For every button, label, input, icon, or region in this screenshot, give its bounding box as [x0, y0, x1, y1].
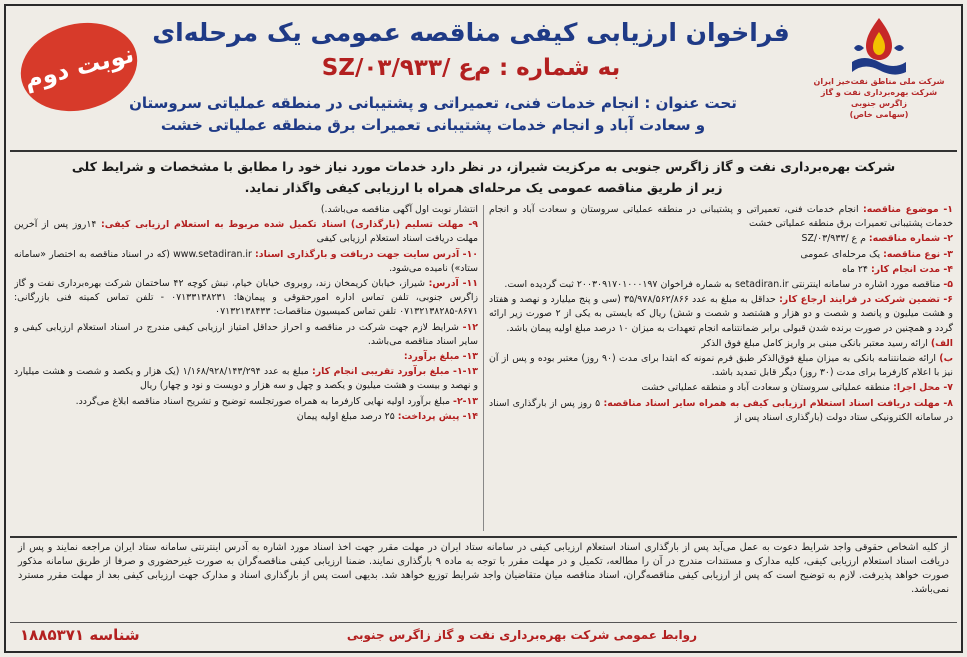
- term-registration: ۵- مناقصه مورد اشاره در سامانه اینترنتی setadiran.ir به شماره فراخوان ۲۰۰۳۰۹۱۷۰۱۰۰۰۱۹۷ ثبت گردیده است.: [504, 279, 953, 291]
- logo-org-line-3: (سهامی خاص): [849, 110, 909, 119]
- term-estimate-heading: ۱۳- مبلغ برآورد:: [403, 351, 478, 363]
- term-subject: ۱- موضوع مناقصه: انجام خدمات فنی، تعمیراتی و پشتیبانی در منطقه عملیاتی سروستان و سعادت آباد و انجام خدمات پشتیبانی تعمیرات برق منطقه عملیاتی خشت: [489, 204, 953, 230]
- tender-number: به شماره : م‌ع /۰۳/۹۳۳/SZ: [321, 55, 621, 81]
- term-prepayment: ۱۴- پیش پرداخت: ۲۵ درصد مبلغ اولیه پیمان: [296, 410, 478, 422]
- term-estimate-amount: ۱-۱۳- مبلغ برآورد تقریبی انجام کار: مبلغ به عدد ۱/۱۶۸/۹۲۸/۱۴۳/۲۹۴ (یک هزار و یکصد و شصت و هشت میلیارد و نهصد و بیست و هشت میلیون و یکصد و چهل و سه هزار و دویست و نود و چهار) ریال: [14, 366, 478, 392]
- terms-left-column: [14, 203, 478, 535]
- intro-line-2: زیر از طریق مناقصه عمومی یک مرحله‌ای همراه با ارزیابی کیفی واگذار نماید.: [244, 180, 723, 195]
- intro-line-1: شرکت بهره‌برداری نفت و گاز زاگرس جنوبی به مرکزیت شیراز، در نظر دارد خدمات مورد نیاز خود را مطابق با مشخصات و شرایط کلی: [71, 159, 896, 174]
- company-logo: [809, 14, 949, 126]
- term-guarantee-a: الف) ارائه رسید معتبر بانکی مبنی بر واریز کامل مبلغ فوق الذکر: [701, 337, 953, 349]
- title-block: [141, 16, 801, 84]
- intro-paragraph: [10, 150, 957, 200]
- terms-columns: [10, 203, 957, 535]
- term-guarantee: ۶- تضمین شرکت در فرایند ارجاع کار: حداقل به مبلغ به عدد ۳۵/۹۷۸/۵۶۲/۸۶۶ (سی و پنج میلیارد و نهصد و هفتاد و هشت میلیون و پانصد و شصت و دو هزار و هشتصد و شصت و شش) ریال که بایستی به یکی از ۲ صورت زیر ارائه گردد و همچنین در صورت برنده شدن قبولی برابر ضمانتنامه انجام تعهدات به میزان ۱۰ درصد مبلغ اولیه پیمان باشد.: [489, 294, 953, 334]
- term-number: ۲- شماره مناقصه: م ع /۰۳/۹۳۳/SZ: [801, 233, 953, 245]
- page-title: فراخوان ارزیابی کیفی مناقصه عمومی یک مرحله‌ای: [152, 18, 790, 47]
- footer-signature: [10, 622, 957, 650]
- public-relations-label: روابط عمومی شرکت بهره‌برداری نفت و گاز زاگرس جنوبی: [346, 628, 697, 642]
- header: [6, 6, 961, 148]
- term-submission-deadline: ۹- مهلت تسلیم (بارگذاری) اسناد تکمیل شده مربوط به استعلام ارزیابی کیفی: ۱۴روز پس از آخرین مهلت دریافت اسناد استعلام ارزیابی کیفی: [14, 219, 478, 245]
- term-doc-deadline: ۸- مهلت دریافت اسناد استعلام ارزیابی کیفی به همراه سایر اسناد مناقصه: ۵ روز پس از بارگذاری اسناد در سامانه الکترونیکی ستاد دولت (بارگذاری اسناد پس از: [489, 397, 953, 423]
- term-guarantee-b: ب) ارائه ضمانتنامه بانکی به میزان مبلغ فوق‌الذکر طبق فرم نمونه که ابتدا برای مدت (۹۰ روز) معتبر بوده و پس از آن نیز با اعلام کارفرما برای مدت (۳۰ روز) دیگر قابل تمدید باشد.: [489, 353, 953, 379]
- term-conditions: ۱۲- شرایط لازم جهت شرکت در مناقصه و احراز حداقل امتیاز ارزیابی کیفی مندرج در اسناد استعلام ارزیابی کیفی و سایر اسناد مناقصه می‌باشد.: [14, 321, 478, 347]
- logo-org-line-1: شرکت ملی مناطق نفت‌خیز ایران: [813, 77, 945, 86]
- tender-subject: [73, 92, 793, 136]
- footer-notice-text: از کلیه اشخاص حقوقی واجد شرایط دعوت به عمل می‌آید پس از بارگذاری اسناد استعلام ارزیابی کیفی در سامانه ستاد ایران در مهلت مقرر جهت اخذ اسناد مورد اشاره به آدرس اینترنتی سامانه ستاد ایران مراجعه نمایند و پس از دریافت اسناد استعلام ارزیابی کیفی، کلیه مدارک و مستندات مندرج در آن را مطالعه، تکمیل و در مهلت مقرر با توجه به ماده ۹ بارگذاری نمایند. ضمنا ارزیابی کیفی مناقصه‌گران به صورت غیرحضوری و صرفا از طریق سامانه مذکور صورت خواهد پذیرفت. لازم به توضیح است که پس از ارزیابی کیفی مناقصه‌گران، اسناد مناقصه میان متقاضیان واجد شرایط توزیع خواهد شد. بدیهی است پس از بارگذاری اسناد و مدارک جهت ارزیابی کیفی بعد از مهلت مقرر مسترد نمی‌باشد.: [18, 542, 949, 595]
- term-type: ۳- نوع مناقصه: یک مرحله‌ای عمومی: [800, 248, 953, 260]
- column-divider: [483, 205, 484, 531]
- logo-org-line-2: شرکت بهره‌برداری نفت و گاز زاگرس جنوبی: [820, 88, 938, 108]
- term-estimate-final: ۲-۱۳- مبلغ برآورد اولیه نهایی کارفرما به همراه صورتجلسه توضیح و تشریح اسناد مناقصه ابلاغ می‌گردد.: [75, 395, 478, 407]
- ad-id: شناسه ۱۸۸۵۳۷۱: [20, 626, 140, 644]
- term-continuation: انتشار نوبت اول آگهی مناقصه می‌باشد.): [320, 204, 478, 215]
- terms-right-column: [489, 203, 953, 535]
- footer-notice: [10, 536, 957, 620]
- term-location: ۷- محل اجرا: منطقه عملیاتی سروستان و سعادت آباد و منطقه عملیاتی خشت: [641, 382, 953, 394]
- subject-line-2: و سعادت آباد و انجام خدمات پشتیبانی تعمیرات برق منطقه عملیاتی خشت: [160, 116, 706, 134]
- subject-line-1: تحت عنوان : انجام خدمات فنی، تعمیراتی و پشتیبانی در منطقه عملیاتی سروستان: [129, 94, 737, 112]
- second-round-badge: نوبت دوم: [11, 11, 146, 123]
- term-duration: ۴- مدت انجام کار: ۲۴ ماه: [842, 263, 953, 275]
- term-website: ۱۰- آدرس سایت جهت دریافت و بارگذاری اسناد: www.setadiran.ir (که در اسناد مناقصه به اختصار «سامانه ستاد») نامیده می‌شود.: [14, 248, 478, 274]
- nioc-logo-icon: [844, 14, 914, 76]
- term-address: ۱۱- آدرس: شیراز، خیابان کریمخان زند، روبروی خیابان خیام، نبش کوچه ۴۲ ساختمان شرکت بهره‌برداری نفت و گاز زاگرس جنوبی، تلفن تماس اداره امورحقوقی و پیمان‌ها: ۰۷۱۳۳۱۳۸۲۳۱ - تلفن تماس کمیته فنی بازرگانی: ۸۶۷۱-۰۷۱۳۲۱۳۸۲۸۵ تلفن تماس کمیسیون مناقصات: ۰۷۱۳۲۱۳۸۴۳۳: [14, 278, 478, 318]
